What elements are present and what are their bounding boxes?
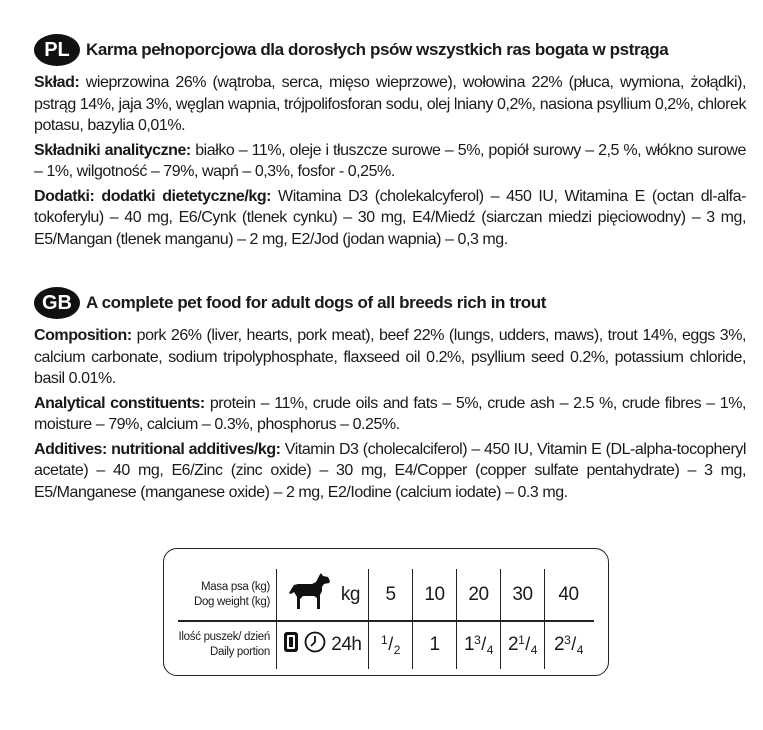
pl-title: Karma pełnoporcjowa dla dorosłych psów wszystkich ras bogata w pstrąga	[86, 40, 669, 59]
portion-icon-cell	[276, 621, 368, 669]
portion-slash: /	[571, 634, 576, 654]
portion-value	[508, 633, 537, 657]
section-pl	[34, 34, 746, 253]
clock-icon	[304, 631, 326, 659]
weight-cell: 5	[368, 569, 412, 621]
gb-title: A complete pet food for adult dogs of all breeds rich in trout	[86, 293, 547, 312]
pl-composition-label: Skład:	[34, 74, 80, 91]
weight-row	[164, 569, 608, 621]
weight-row-label	[164, 580, 276, 610]
gb-analytical-label: Analytical constituents:	[34, 394, 205, 412]
portion-denominator: 4	[486, 643, 493, 657]
weight-cell: 10	[412, 569, 456, 621]
pl-badge: PL	[34, 34, 80, 66]
gb-composition-label: Composition:	[34, 327, 132, 344]
portion-slash: /	[481, 634, 486, 654]
portion-denominator: 2	[393, 643, 400, 657]
portion-numerator: 3	[474, 633, 481, 647]
period-label: 24h	[331, 634, 362, 655]
portion-denominator: 4	[576, 643, 583, 657]
portion-value	[381, 633, 400, 657]
portion-cell	[500, 621, 544, 669]
can-icon	[283, 631, 299, 659]
section-gb	[34, 287, 746, 506]
portion-numerator: 3	[564, 633, 571, 647]
gb-additives-text: Vitamin D3 (cholecalciferol) – 450 IU, Vitamin E (DL-alpha-tocopheryl acetate) – 40 mg, E6/Zinc (zinc oxide) – 30 mg, E4/Copper (copper sulfate pentahydrate) – 3 mg, E5/Manganese (manganese oxide) – 2 mg, E2/Iodine (calcium iodate) – 0.3 mg.	[34, 440, 746, 501]
gb-analytical	[34, 393, 746, 436]
pl-additives	[34, 186, 746, 251]
portion-cell	[368, 621, 412, 669]
gb-badge: GB	[34, 287, 80, 319]
pl-additives-text: Witamina D3 (cholekalcyferol) – 450 IU, Witamina E (octan dl-alfa-tokoferylu) – 40 mg, E6/Cynk (tlenek cynku) – 30 mg, E4/Miedź (siarczan miedzi pięciowodny) – 3 mg, E5/Mangan (tlenek manganu) – 2 mg, E2/Jod (jodan wapnia) – 0,3 mg.	[34, 187, 747, 248]
portion-row-label	[164, 630, 276, 660]
portion-whole: 1	[464, 634, 475, 655]
portion-label-gb: Daily portion	[209, 646, 270, 658]
portion-numerator: 1	[518, 633, 525, 647]
gb-analytical-text: protein – 11%, crude oils and fats – 5%, crude ash – 2.5 %, crude fibres – 1%, moisture – 79%, calcium – 0.3%, phosphorus – 0.25%.	[34, 394, 746, 433]
gb-heading	[34, 287, 746, 319]
gb-composition-text: pork 26% (liver, hearts, pork meat), beef 22% (lungs, udders, maws), trout 14%, eggs 3%, calcium carbonate, sodium tripolyphosphate, flaxseed oil 0.2%, psyllium seed 0.2%, potassium chloride, basil 0.01%.	[34, 327, 746, 387]
portion-row	[164, 621, 608, 669]
gb-additives-label: Additives: nutritional additives/kg:	[34, 440, 281, 458]
portion-label-pl: Ilość puszek/ dzień	[178, 631, 270, 643]
feeding-table	[163, 548, 609, 676]
pl-composition-text: wieprzowina 26% (wątroba, serca, mięso wieprzowe), wołowina 22% (płuca, wymiona, żołądki), pstrąg 14%, jaja 3%, węglan wapnia, trójpolifosforan sodu, olej lniany 0,2%, nasiona psyllium 0,2%, chlorek potasu, bazylia 0,01%.	[34, 74, 746, 134]
gb-composition	[34, 325, 746, 390]
weight-cell: 30	[500, 569, 544, 621]
pl-heading	[34, 34, 746, 66]
pl-composition	[34, 72, 746, 137]
pl-additives-label: Dodatki: dodatki dietetyczne/kg:	[34, 187, 272, 205]
portion-denominator: 4	[530, 643, 537, 657]
dog-icon	[285, 573, 333, 617]
portion-cell	[456, 621, 500, 669]
portion-cell	[412, 621, 456, 669]
weight-cell: 40	[544, 569, 592, 621]
portion-value	[464, 633, 493, 657]
portion-value	[554, 633, 583, 657]
pl-analytical-text: białko – 11%, oleje i tłuszcze surowe – 5%, popiół surowy – 2,5 %, włókno surowe – 1%, wilgotność – 79%, wapń – 0,3%, fosfor - 0,25%.	[34, 141, 746, 180]
pl-analytical	[34, 140, 746, 183]
gb-additives	[34, 439, 746, 504]
weight-unit: kg	[340, 584, 360, 605]
portion-whole: 2	[554, 634, 565, 655]
portion-slash: /	[525, 634, 530, 654]
weight-icon-cell	[276, 569, 368, 621]
weight-label-gb: Dog weight (kg)	[193, 596, 270, 608]
portion-whole: 2	[508, 634, 519, 655]
portion-slash: /	[388, 634, 393, 654]
portion-numerator: 1	[381, 633, 388, 647]
pl-analytical-label: Składniki analityczne:	[34, 141, 191, 159]
portion-whole: 1	[429, 634, 440, 655]
portion-value	[429, 634, 439, 656]
weight-label-pl: Masa psa (kg)	[201, 581, 270, 593]
weight-cell: 20	[456, 569, 500, 621]
portion-cell	[544, 621, 592, 669]
